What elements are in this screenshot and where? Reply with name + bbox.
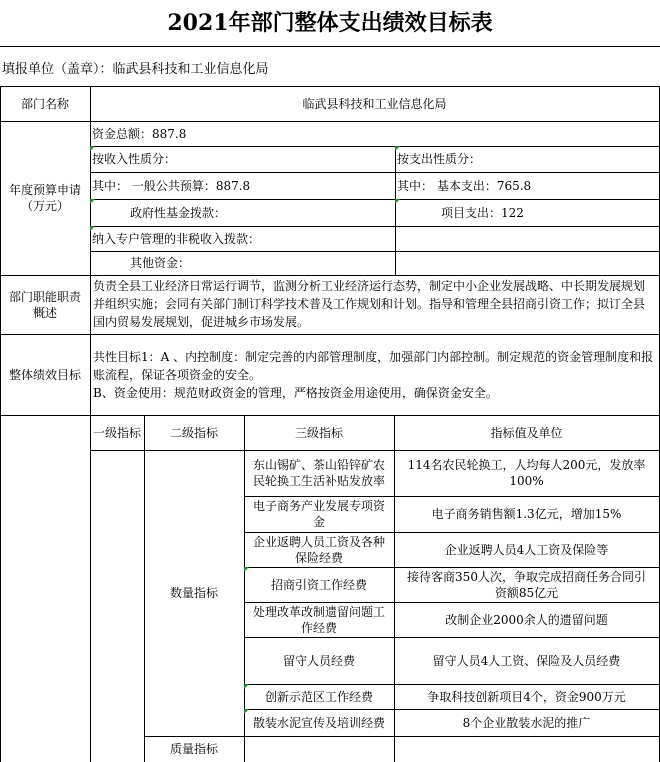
table-row-name: 处理改革改制遗留问题工作经费 <box>244 602 395 638</box>
goal-text <box>90 334 660 416</box>
table-row-name: 东山锡矿、茶山铅锌矿农民轮换工生活补贴发放率 <box>244 450 395 497</box>
table-row-name: 留守人员经费 <box>244 637 395 685</box>
table-row-name: 电子商务产业发展专项资金 <box>244 496 395 533</box>
level1-blank <box>90 450 145 762</box>
dept-name-value: 临武县科技和工业信息化局 <box>90 86 660 122</box>
quality-name-blank <box>244 736 395 762</box>
table-row-value: 电子商务销售额1.3亿元，增加15% <box>394 496 660 533</box>
filing-unit-line: 填报单位（盖章）：临武县科技和工业信息化局 <box>2 62 269 77</box>
income-nature-cell: 按收入性质分： <box>90 146 396 173</box>
project-expense-cell: 项目支出： 122 <box>395 199 660 227</box>
general-budget-cell: 其中： 一般公共预算：887.8 <box>90 172 396 200</box>
goal-label: 整体绩效目标 <box>0 334 91 416</box>
header-level1: 一级指标 <box>90 415 145 451</box>
header-level2: 二级指标 <box>144 415 245 451</box>
table-row-value: 企业返聘人员4人工资及保险等 <box>394 532 660 568</box>
total-funds: 资金总额：887.8 <box>90 121 660 147</box>
function-label: 部门职能职责概述 <box>0 275 91 335</box>
page-title: 2021年部门整体支出绩效目标表 <box>0 0 660 47</box>
table-row-value: 114名农民轮换工，人均每人200元，发放率100% <box>394 450 660 497</box>
quality-indicator-label: 质量指标 <box>144 736 245 762</box>
other-funds-blank <box>395 251 660 276</box>
goal-line-1: 共性目标1：A 、内控制度：制定完善的内部管理制度，加强部门内部控制。制定规范的资金管理制度和报账流程，保证各项资金的安全。 <box>93 350 654 382</box>
table-row-value: 8个企业散装水泥的推广 <box>394 709 660 737</box>
table-row-name: 创新示范区工作经费 <box>244 684 395 710</box>
qty-indicator-label: 数量指标 <box>144 450 245 737</box>
header-level3: 三级指标 <box>244 415 395 451</box>
goal-line-2: B、资金使用：规范财政资金的管理，严格按资金用途使用，确保资金安全。 <box>93 386 498 400</box>
basic-expense-value: 765.8 <box>496 178 532 193</box>
table-row-name: 散装水泥宣传及培训经费 <box>244 709 395 737</box>
quality-value-blank <box>394 736 660 762</box>
gov-fund-cell: 政府性基金拨款： <box>90 199 396 227</box>
expense-nature-cell: 按支出性质分： <box>395 146 660 173</box>
table-row-value: 改制企业2000余人的遗留问题 <box>394 602 660 638</box>
table-row-name: 企业返聘人员工资及各种保险经费 <box>244 532 395 568</box>
table-row-value: 争取科技创新项目4个，资金900万元 <box>394 684 660 710</box>
budget-label: 年度预算申请（万元） <box>0 121 91 276</box>
indicator-left-blank <box>0 415 91 762</box>
header-value: 指标值及单位 <box>394 415 660 451</box>
basic-expense-cell: 其中： 基本支出： 765.8 <box>395 172 660 200</box>
table-row-value: 留守人员4人工资、保险及人员经费 <box>394 637 660 685</box>
table-row-value: 接待客商350人次，争取完成招商任务合同引资额85亿元 <box>394 567 660 603</box>
function-text: 负责全县工业经济日常运行调节，监测分析工业经济运行态势，制定中小企业发展战略、中长期发展规划并组织实施；会同有关部门制订科学技术普及工作规划和计划。指导和管理全县招商引资工作；拟订全县国内贸易发展规划，促进城乡市场发展。 <box>90 275 660 335</box>
non-tax-cell: 纳入专户管理的非税收入拨款： <box>90 226 396 252</box>
table-row-name: 招商引资工作经费 <box>244 567 395 603</box>
other-funds-cell: 其他资金： <box>90 251 396 276</box>
non-tax-blank <box>395 226 660 252</box>
dept-name-label: 部门名称 <box>0 86 91 122</box>
project-expense-value: 122 <box>501 205 524 220</box>
